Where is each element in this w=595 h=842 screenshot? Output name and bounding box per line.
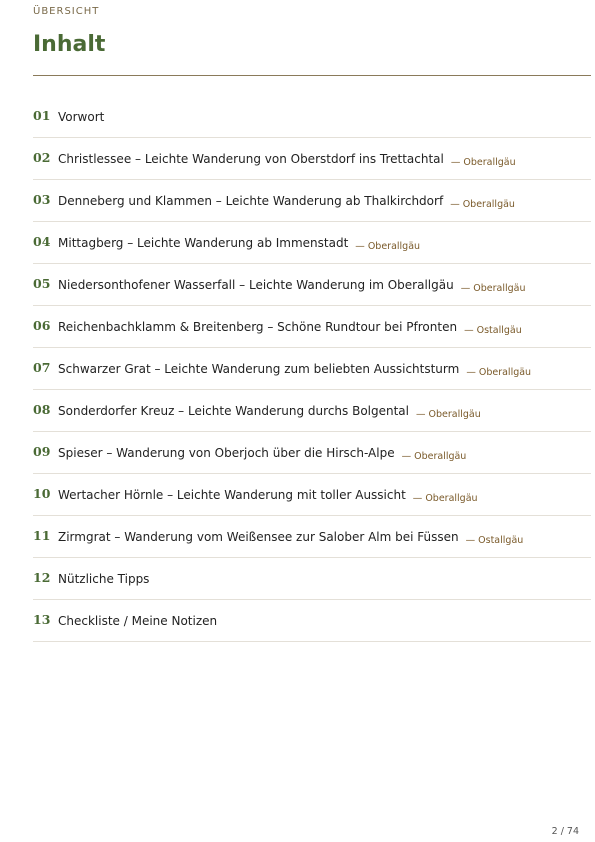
toc-entry-number: 01 [33,108,51,123]
toc-entry-region: — Oberallgäu [450,199,515,210]
table-of-contents [33,96,591,642]
toc-entry-region: — Oberallgäu [416,409,481,420]
toc-entry-01[interactable] [33,96,591,138]
toc-entry-number: 10 [33,486,51,501]
toc-entry-title [58,152,516,166]
toc-entry-03[interactable] [33,180,591,222]
page-number: 2 / 74 [551,826,579,837]
toc-entry-title [58,488,478,502]
toc-entry-region: — Oberallgäu [401,451,467,462]
toc-entry-region: — Ostallgäu [464,325,522,336]
toc-entry-region: — Oberallgäu [355,241,421,252]
toc-entry-label: Zirmgrat – Wanderung vom Weißensee zur Salober Alm bei Füssen [58,530,459,544]
toc-entry-region: — Oberallgäu [450,157,516,168]
toc-entry-label: Reichenbachklamm & Breitenberg – Schöne Rundtour bei Pfronten [58,320,458,334]
toc-entry-label: Spieser – Wanderung von Oberjoch über die Hirsch-Alpe [58,446,395,460]
title-divider [33,75,591,76]
toc-entry-number: 07 [33,360,51,375]
toc-entry-12[interactable] [33,558,591,600]
toc-entry-title [58,572,149,586]
toc-entry-label: Denneberg und Klammen – Leichte Wanderung ab Thalkirchdorf [58,194,444,208]
toc-entry-label: Niedersonthofener Wasserfall – Leichte Wanderung im Oberallgäu [58,278,454,292]
toc-entry-number: 05 [33,276,51,291]
toc-entry-label: Schwarzer Grat – Leichte Wanderung zum beliebten Aussichtsturm [58,362,460,376]
toc-entry-number: 03 [33,192,51,207]
toc-entry-label: Nützliche Tipps [58,572,150,586]
toc-entry-region: — Ostallgäu [465,535,524,546]
toc-entry-label: Vorwort [58,110,105,124]
toc-entry-06[interactable] [33,306,591,348]
toc-entry-number: 12 [33,570,51,585]
toc-entry-title [58,278,525,292]
toc-entry-title [58,446,466,460]
toc-entry-label: Mittagberg – Leichte Wanderung ab Immenstadt [58,236,349,250]
toc-entry-07[interactable] [33,348,591,390]
toc-entry-number: 09 [33,444,51,459]
toc-entry-label: Sonderdorfer Kreuz – Leichte Wanderung durchs Bolgental [58,404,409,418]
toc-entry-label: Checkliste / Meine Notizen [58,614,218,628]
toc-entry-label: Wertacher Hörnle – Leichte Wanderung mit toller Aussicht [58,488,406,502]
toc-entry-region: — Oberallgäu [460,283,526,294]
toc-entry-09[interactable] [33,432,591,474]
toc-entry-number: 08 [33,402,51,417]
toc-entry-10[interactable] [33,474,591,516]
section-kicker: ÜBERSICHT [33,6,100,17]
toc-entry-number: 13 [33,612,51,627]
toc-entry-11[interactable] [33,516,591,558]
toc-entry-title [58,320,522,334]
toc-entry-04[interactable] [33,222,591,264]
toc-entry-08[interactable] [33,390,591,432]
page-title: Inhalt [33,32,106,57]
toc-entry-number: 04 [33,234,51,249]
toc-entry-label: Christlessee – Leichte Wanderung von Oberstdorf ins Trettachtal [58,152,444,166]
toc-entry-05[interactable] [33,264,591,306]
toc-entry-title [58,362,531,376]
toc-entry-number: 11 [33,528,51,543]
toc-entry-title [58,530,523,544]
toc-entry-02[interactable] [33,138,591,180]
toc-entry-title [58,110,104,124]
toc-entry-13[interactable] [33,600,591,642]
toc-entry-region: — Oberallgäu [412,493,478,504]
toc-entry-region: — Oberallgäu [466,367,532,378]
toc-entry-title [58,404,481,418]
toc-entry-title [58,194,515,208]
toc-entry-number: 06 [33,318,51,333]
toc-entry-number: 02 [33,150,51,165]
toc-entry-title [58,614,217,628]
toc-entry-title [58,236,420,250]
